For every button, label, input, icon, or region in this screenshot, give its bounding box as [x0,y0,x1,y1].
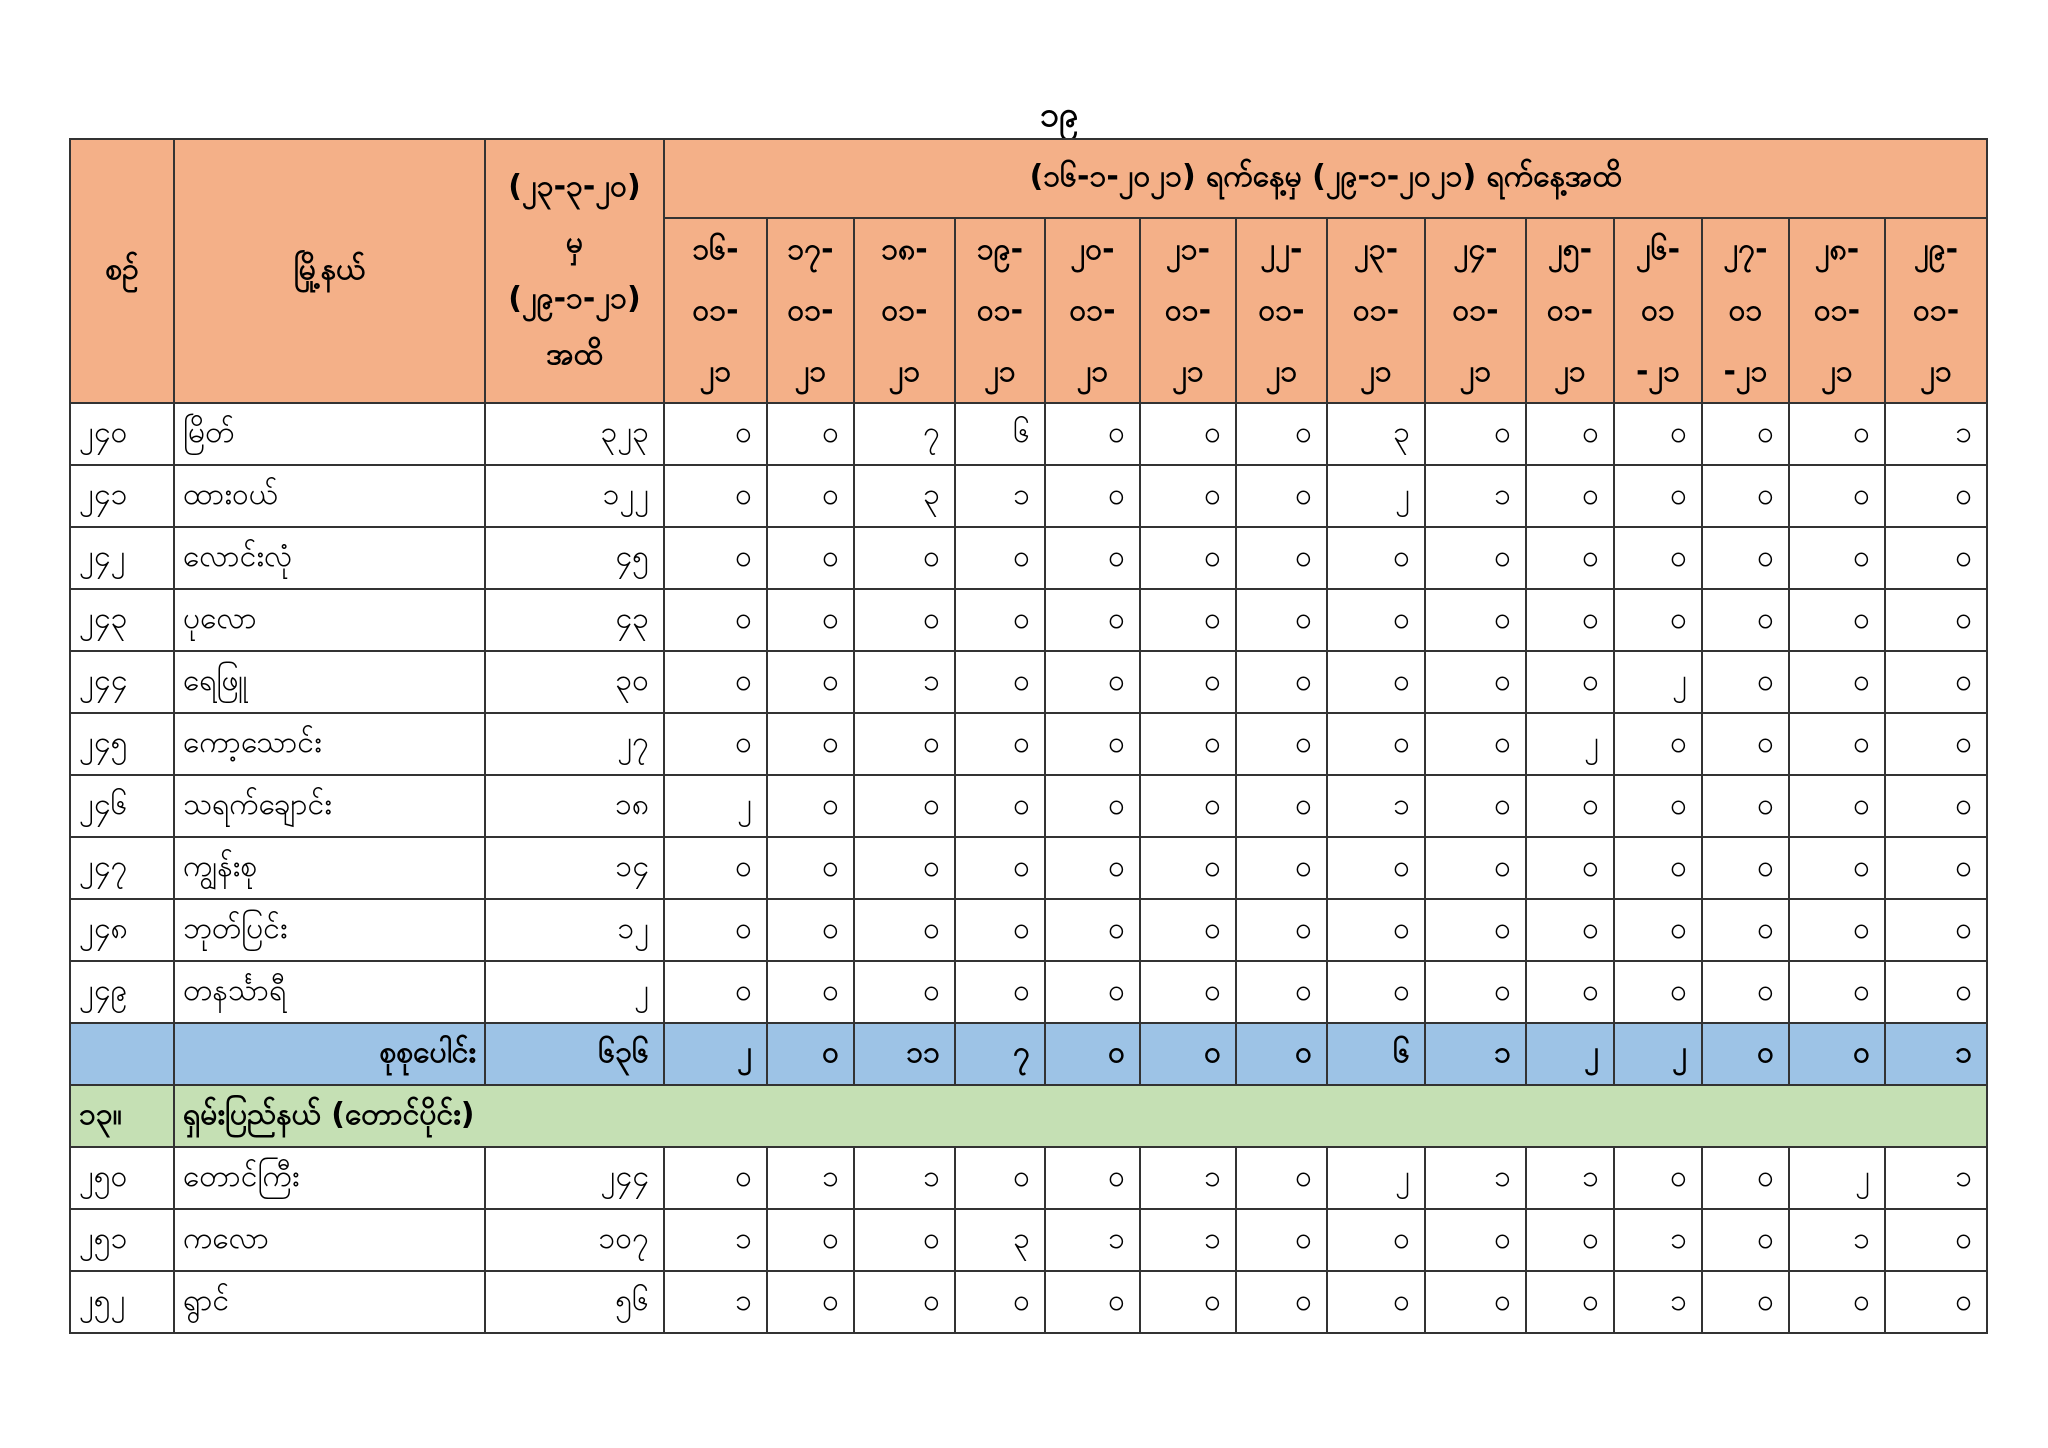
daily-value: ၀ [1236,775,1327,837]
daily-value: ၀ [854,713,955,775]
daily-value: ၀ [1702,961,1789,1023]
daily-value: ၀ [767,1271,854,1333]
daily-total: ၀ [767,1023,854,1085]
daily-value: ၀ [955,899,1045,961]
daily-value: ၀ [1789,465,1885,527]
row-number: ၂၄၀ [70,403,174,465]
daily-value: ၀ [1045,403,1140,465]
township-name: သရက်ချောင်း [174,775,485,837]
daily-value: ၀ [1526,465,1614,527]
daily-value: ၀ [1236,713,1327,775]
daily-value: ၀ [1614,1147,1702,1209]
daily-value: ၀ [1236,961,1327,1023]
daily-value: ၁ [1789,1209,1885,1271]
header-date: ၂၅- ၀၁- ၂၁ [1526,218,1614,403]
daily-value: ၃ [955,1209,1045,1271]
daily-value: ၀ [1425,589,1526,651]
daily-value: ၀ [1614,403,1702,465]
daily-value: ၀ [955,1147,1045,1209]
cumulative-total: ၁၄ [485,837,664,899]
daily-value: ၁ [1327,775,1425,837]
table-row [70,403,1987,465]
daily-total: ၁ [1425,1023,1526,1085]
township-name: ကော့သောင်း [174,713,485,775]
daily-value: ၀ [1789,899,1885,961]
daily-value: ၀ [767,775,854,837]
daily-value: ၀ [955,1271,1045,1333]
daily-value: ၀ [854,527,955,589]
daily-value: ၀ [1425,713,1526,775]
daily-value: ၀ [1526,651,1614,713]
daily-value: ၀ [1425,1209,1526,1271]
cumulative-total: ၂၄၄ [485,1147,664,1209]
daily-value: ၀ [1885,465,1987,527]
daily-value: ၀ [1327,837,1425,899]
daily-value: ၀ [955,527,1045,589]
daily-value: ၀ [1789,527,1885,589]
township-name: မြိတ် [174,403,485,465]
daily-value: ၀ [1140,899,1236,961]
daily-total: ၀ [1045,1023,1140,1085]
daily-value: ၀ [955,837,1045,899]
row-number: ၂၄၅ [70,713,174,775]
daily-total: ၂ [664,1023,767,1085]
table-row [70,775,1987,837]
daily-total: ၁၁ [854,1023,955,1085]
daily-value: ၀ [1702,1209,1789,1271]
daily-value: ၀ [1702,713,1789,775]
daily-value: ၀ [1140,465,1236,527]
empty-cell [70,1023,174,1085]
daily-value: ၀ [767,713,854,775]
daily-total: ၀ [1140,1023,1236,1085]
daily-value: ၀ [854,961,955,1023]
row-number: ၂၄၇ [70,837,174,899]
daily-value: ၀ [1526,961,1614,1023]
daily-value: ၀ [767,527,854,589]
daily-value: ၀ [767,1209,854,1271]
daily-value: ၀ [1236,465,1327,527]
header-date: ၂၄- ၀၁- ၂၁ [1425,218,1526,403]
data-table [69,138,1988,1334]
daily-value: ၀ [1236,403,1327,465]
daily-value: ၀ [955,713,1045,775]
daily-value: ၀ [1702,403,1789,465]
daily-value: ၁ [854,1147,955,1209]
daily-value: ၀ [1702,1147,1789,1209]
daily-value: ၀ [1327,589,1425,651]
table-row [70,527,1987,589]
daily-value: ၀ [767,651,854,713]
daily-value: ၀ [1885,527,1987,589]
daily-value: ၀ [664,1147,767,1209]
daily-value: ၀ [1140,651,1236,713]
header-date-range: (၁၆-၁-၂၀၂၁) ရက်နေ့မှ (၂၉-၁-၂၀၂၁) ရက်နေ့အထိ [664,139,1987,218]
daily-value: ၀ [1885,713,1987,775]
daily-value: ၀ [1789,651,1885,713]
daily-value: ၇ [854,403,955,465]
row-number: ၂၄၁ [70,465,174,527]
daily-value: ၀ [1702,651,1789,713]
township-name: ရွာင် [174,1271,485,1333]
table-row [70,899,1987,961]
daily-value: ၀ [1614,465,1702,527]
daily-value: ၀ [1327,961,1425,1023]
daily-value: ၁ [664,1271,767,1333]
header-date: ၂၁- ၀၁- ၂၁ [1140,218,1236,403]
daily-value: ၀ [1425,775,1526,837]
section-row [70,1085,1987,1147]
row-number: ၂၄၄ [70,651,174,713]
daily-value: ၀ [1236,651,1327,713]
daily-value: ၀ [1236,1271,1327,1333]
daily-value: ၀ [854,837,955,899]
daily-value: ၀ [1425,837,1526,899]
row-number: ၂၅၂ [70,1271,174,1333]
daily-value: ၀ [1140,527,1236,589]
cumulative-total: ၁၀၇ [485,1209,664,1271]
daily-value: ၀ [1789,837,1885,899]
daily-value: ၀ [955,961,1045,1023]
daily-value: ၀ [767,589,854,651]
daily-value: ၂ [1789,1147,1885,1209]
header-date: ၂၇- ၀၁ -၂၁ [1702,218,1789,403]
daily-value: ၀ [1789,713,1885,775]
daily-value: ၀ [1140,1271,1236,1333]
daily-value: ၀ [1789,589,1885,651]
daily-total: ၁ [1885,1023,1987,1085]
header-date: ၂၆- ၀၁ -၂၁ [1614,218,1702,403]
daily-value: ၀ [1614,899,1702,961]
daily-value: ၀ [767,403,854,465]
daily-value: ၀ [1702,775,1789,837]
header-cumulative: (၂၃-၃-၂၀) မှ (၂၉-၁-၂၁) အထိ [485,139,664,403]
header-date: ၂၂- ၀၁- ၂၁ [1236,218,1327,403]
cumulative-total: ၄၃ [485,589,664,651]
daily-value: ၀ [1140,775,1236,837]
daily-value: ၀ [1140,837,1236,899]
daily-value: ၀ [1327,1271,1425,1333]
daily-value: ၀ [854,1271,955,1333]
header-date: ၁၇- ၀၁- ၂၁ [767,218,854,403]
daily-value: ၀ [1327,713,1425,775]
daily-value: ၀ [1140,713,1236,775]
daily-value: ၁ [1140,1209,1236,1271]
daily-value: ၀ [1885,775,1987,837]
daily-value: ၀ [1702,465,1789,527]
row-number: ၂၄၉ [70,961,174,1023]
table-row [70,589,1987,651]
daily-value: ၀ [854,1209,955,1271]
township-name: ရေဖြူ [174,651,485,713]
daily-value: ၀ [1045,1147,1140,1209]
daily-value: ၀ [1045,1271,1140,1333]
daily-value: ၀ [1789,1271,1885,1333]
row-number: ၂၄၆ [70,775,174,837]
daily-total: ၆ [1327,1023,1425,1085]
daily-value: ၀ [1425,1271,1526,1333]
daily-value: ၁ [1526,1147,1614,1209]
header-township: မြို့နယ် [174,139,485,403]
section-title: ရှမ်းပြည်နယ် (တောင်ပိုင်း) [174,1085,1987,1147]
daily-value: ၀ [1045,837,1140,899]
daily-value: ၁ [854,651,955,713]
daily-value: ၀ [664,527,767,589]
daily-value: ၀ [1614,775,1702,837]
header-no: စဉ် [70,139,174,403]
row-number: ၂၄၂ [70,527,174,589]
cumulative-total: ၂ [485,961,664,1023]
table-row [70,465,1987,527]
table-row [70,713,1987,775]
daily-value: ၀ [664,589,767,651]
daily-value: ၀ [1526,527,1614,589]
daily-value: ၁ [1045,1209,1140,1271]
cumulative-total: ၃၂၃ [485,403,664,465]
daily-value: ၀ [1702,837,1789,899]
daily-value: ၀ [1526,403,1614,465]
daily-value: ၆ [955,403,1045,465]
daily-value: ၁ [1885,1147,1987,1209]
daily-value: ၀ [1425,403,1526,465]
daily-value: ၀ [1702,899,1789,961]
daily-value: ၀ [1327,1209,1425,1271]
header-date: ၂၀- ၀၁- ၂၁ [1045,218,1140,403]
daily-value: ၀ [854,589,955,651]
daily-value: ၁ [1614,1271,1702,1333]
daily-value: ၀ [1885,899,1987,961]
daily-total: ၀ [1236,1023,1327,1085]
daily-value: ၂ [1327,465,1425,527]
township-name: ထားဝယ် [174,465,485,527]
daily-value: ၀ [1045,527,1140,589]
daily-value: ၀ [1140,403,1236,465]
daily-total: ၀ [1702,1023,1789,1085]
township-name: ကျွန်းစု [174,837,485,899]
daily-value: ၀ [1425,651,1526,713]
daily-value: ၀ [1327,527,1425,589]
daily-value: ၀ [664,961,767,1023]
daily-value: ၀ [1045,775,1140,837]
daily-value: ၀ [1526,775,1614,837]
daily-value: ၀ [1789,403,1885,465]
daily-total: ၀ [1789,1023,1885,1085]
daily-value: ၀ [1885,589,1987,651]
section-number: ၁၃။ [70,1085,174,1147]
township-name: လောင်းလုံ [174,527,485,589]
daily-value: ၀ [664,837,767,899]
daily-value: ၀ [767,465,854,527]
daily-value: ၀ [1425,961,1526,1023]
total-label: စုစုပေါင်း [174,1023,485,1085]
table-row [70,1209,1987,1271]
daily-value: ၁ [664,1209,767,1271]
daily-value: ၀ [1885,961,1987,1023]
daily-value: ၀ [1614,961,1702,1023]
daily-value: ၀ [1702,527,1789,589]
daily-value: ၀ [1702,1271,1789,1333]
daily-value: ၀ [1614,837,1702,899]
daily-value: ၀ [1526,837,1614,899]
cumulative-total: ၄၅ [485,527,664,589]
cumulative-total: ၁၂ [485,899,664,961]
daily-value: ၀ [1236,1209,1327,1271]
daily-value: ၀ [955,651,1045,713]
daily-value: ၀ [664,899,767,961]
row-number: ၂၄၈ [70,899,174,961]
daily-value: ၀ [1327,899,1425,961]
daily-value: ၀ [664,651,767,713]
header-date: ၁၈- ၀၁- ၂၁ [854,218,955,403]
daily-value: ၀ [1526,1271,1614,1333]
daily-value: ၁ [955,465,1045,527]
daily-value: ၀ [1236,527,1327,589]
daily-value: ၁ [1425,1147,1526,1209]
page-number: ၁၉ [1039,95,1079,135]
cumulative-total: ၁၈ [485,775,664,837]
table-row [70,1271,1987,1333]
daily-value: ၀ [1614,713,1702,775]
daily-total: ၂ [1614,1023,1702,1085]
daily-value: ၀ [1236,837,1327,899]
cumulative-total: ၁၂၂ [485,465,664,527]
daily-value: ၀ [1885,651,1987,713]
daily-value: ၁ [1885,403,1987,465]
daily-value: ၀ [1236,1147,1327,1209]
township-name: တောင်ကြီး [174,1147,485,1209]
cumulative-total: ၃၀ [485,651,664,713]
daily-value: ၀ [1614,589,1702,651]
daily-value: ၃ [1327,403,1425,465]
daily-value: ၀ [1614,527,1702,589]
daily-value: ၀ [1045,589,1140,651]
header-date: ၂၃- ၀၁- ၂၁ [1327,218,1425,403]
header-date: ၂၈- ၀၁- ၂၁ [1789,218,1885,403]
daily-value: ၀ [1425,527,1526,589]
township-name: တနင်္သာရီ [174,961,485,1023]
daily-value: ၀ [1236,589,1327,651]
daily-value: ၀ [1789,775,1885,837]
daily-total: ၂ [1526,1023,1614,1085]
daily-value: ၁ [1425,465,1526,527]
row-number: ၂၅၁ [70,1209,174,1271]
daily-value: ၀ [1789,961,1885,1023]
township-name: ပုလော [174,589,485,651]
cumulative-total: ၂၇ [485,713,664,775]
header-date: ၁၆- ၀၁- ၂၁ [664,218,767,403]
daily-value: ၂ [1614,651,1702,713]
daily-value: ၀ [1526,899,1614,961]
daily-value: ၃ [854,465,955,527]
daily-value: ၀ [664,713,767,775]
daily-value: ၀ [854,775,955,837]
total-row [70,1023,1987,1085]
daily-value: ၀ [664,403,767,465]
daily-value: ၁ [1614,1209,1702,1271]
daily-value: ၀ [1885,837,1987,899]
header-date: ၂၉- ၀၁- ၂၁ [1885,218,1987,403]
daily-value: ၀ [955,589,1045,651]
daily-value: ၀ [1140,961,1236,1023]
daily-value: ၀ [1140,589,1236,651]
daily-value: ၁ [767,1147,854,1209]
daily-value: ၀ [1236,899,1327,961]
daily-value: ၀ [1526,589,1614,651]
table-row [70,651,1987,713]
township-name: ဘုတ်ပြင်း [174,899,485,961]
daily-value: ၀ [1885,1271,1987,1333]
row-number: ၂၅၀ [70,1147,174,1209]
daily-value: ၀ [767,837,854,899]
daily-value: ၀ [1885,1209,1987,1271]
daily-value: ၂ [1327,1147,1425,1209]
daily-value: ၂ [1526,713,1614,775]
daily-value: ၂ [664,775,767,837]
daily-value: ၀ [854,899,955,961]
daily-value: ၀ [1425,899,1526,961]
daily-value: ၀ [1045,713,1140,775]
daily-value: ၀ [664,465,767,527]
daily-value: ၁ [1140,1147,1236,1209]
header-date: ၁၉- ၀၁- ၂၁ [955,218,1045,403]
daily-value: ၀ [1526,1209,1614,1271]
table-row [70,961,1987,1023]
row-number: ၂၄၃ [70,589,174,651]
daily-value: ၀ [1702,589,1789,651]
daily-value: ၀ [1327,651,1425,713]
cumulative-total: ၆၃၆ [485,1023,664,1085]
table-row [70,1147,1987,1209]
table-row [70,837,1987,899]
township-name: ကလော [174,1209,485,1271]
daily-value: ၀ [1045,651,1140,713]
daily-value: ၀ [1045,465,1140,527]
daily-value: ၀ [955,775,1045,837]
daily-value: ၀ [1045,961,1140,1023]
daily-value: ၀ [1045,899,1140,961]
daily-value: ၀ [767,899,854,961]
cumulative-total: ၅၆ [485,1271,664,1333]
daily-total: ၇ [955,1023,1045,1085]
daily-value: ၀ [767,961,854,1023]
